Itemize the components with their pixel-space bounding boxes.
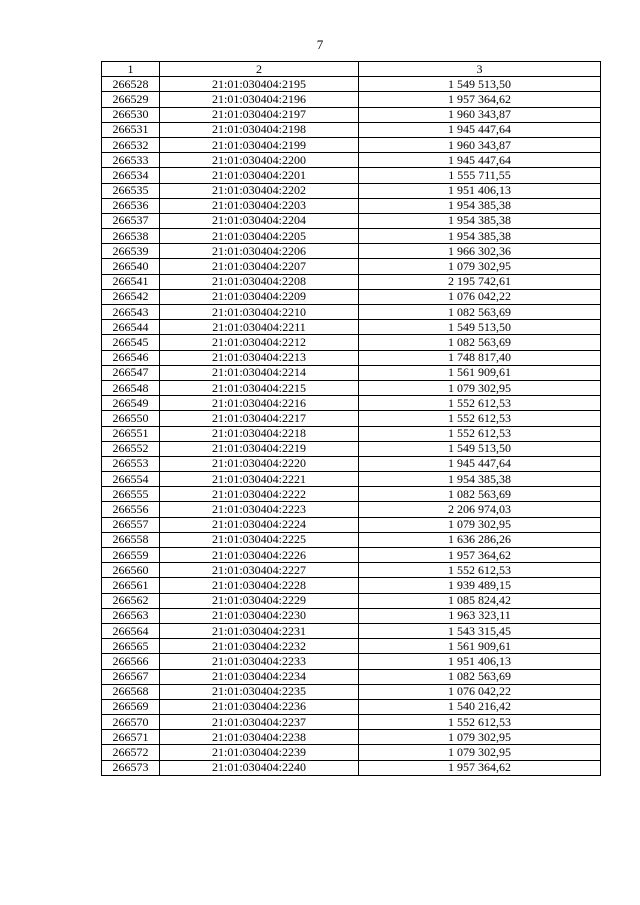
cadastral-number-cell: 21:01:030404:2196 — [160, 92, 359, 107]
table-row — [102, 532, 601, 547]
value-cell: 1 945 447,64 — [359, 153, 601, 168]
row-number-cell: 266573 — [102, 760, 160, 775]
column-header-3: 3 — [359, 62, 601, 77]
value-cell: 1 082 563,69 — [359, 305, 601, 320]
table-row — [102, 411, 601, 426]
table-row — [102, 107, 601, 122]
value-cell: 1 549 513,50 — [359, 441, 601, 456]
table-row — [102, 380, 601, 395]
value-cell: 1 076 042,22 — [359, 684, 601, 699]
row-number-cell: 266564 — [102, 623, 160, 638]
column-header-1: 1 — [102, 62, 160, 77]
cadastral-number-cell: 21:01:030404:2203 — [160, 198, 359, 213]
table-row — [102, 365, 601, 380]
row-number-cell: 266549 — [102, 396, 160, 411]
table-row — [102, 456, 601, 471]
value-cell: 1 549 513,50 — [359, 77, 601, 92]
table-row — [102, 608, 601, 623]
table-row — [102, 244, 601, 259]
table-row — [102, 578, 601, 593]
value-cell: 1 957 364,62 — [359, 760, 601, 775]
row-number-cell: 266531 — [102, 122, 160, 137]
row-number-cell: 266551 — [102, 426, 160, 441]
value-cell: 1 945 447,64 — [359, 122, 601, 137]
table-row — [102, 259, 601, 274]
value-cell: 1 954 385,38 — [359, 198, 601, 213]
cadastral-number-cell: 21:01:030404:2226 — [160, 548, 359, 563]
table-header — [102, 62, 601, 77]
row-number-cell: 266528 — [102, 77, 160, 92]
cadastral-number-cell: 21:01:030404:2198 — [160, 122, 359, 137]
value-cell: 2 206 974,03 — [359, 502, 601, 517]
cadastral-number-cell: 21:01:030404:2239 — [160, 745, 359, 760]
cadastral-number-cell: 21:01:030404:2205 — [160, 229, 359, 244]
cadastral-number-cell: 21:01:030404:2228 — [160, 578, 359, 593]
table-row — [102, 472, 601, 487]
row-number-cell: 266560 — [102, 563, 160, 578]
value-cell: 1 085 824,42 — [359, 593, 601, 608]
row-number-cell: 266552 — [102, 441, 160, 456]
table-row — [102, 77, 601, 92]
cadastral-number-cell: 21:01:030404:2236 — [160, 699, 359, 714]
value-cell: 1 954 385,38 — [359, 472, 601, 487]
cadastral-number-cell: 21:01:030404:2232 — [160, 639, 359, 654]
row-number-cell: 266543 — [102, 305, 160, 320]
row-number-cell: 266571 — [102, 730, 160, 745]
cadastral-number-cell: 21:01:030404:2219 — [160, 441, 359, 456]
cadastral-number-cell: 21:01:030404:2215 — [160, 380, 359, 395]
table-row — [102, 335, 601, 350]
value-cell: 1 963 323,11 — [359, 608, 601, 623]
table-row — [102, 229, 601, 244]
cadastral-number-cell: 21:01:030404:2222 — [160, 487, 359, 502]
table-row — [102, 563, 601, 578]
table-row — [102, 320, 601, 335]
table-row — [102, 684, 601, 699]
row-number-cell: 266563 — [102, 608, 160, 623]
cadastral-number-cell: 21:01:030404:2233 — [160, 654, 359, 669]
cadastral-number-cell: 21:01:030404:2195 — [160, 77, 359, 92]
table-row — [102, 198, 601, 213]
row-number-cell: 266535 — [102, 183, 160, 198]
value-cell: 1 636 286,26 — [359, 532, 601, 547]
row-number-cell: 266561 — [102, 578, 160, 593]
value-cell: 1 552 612,53 — [359, 411, 601, 426]
row-number-cell: 266545 — [102, 335, 160, 350]
table-row — [102, 426, 601, 441]
row-number-cell: 266558 — [102, 532, 160, 547]
row-number-cell: 266550 — [102, 411, 160, 426]
row-number-cell: 266534 — [102, 168, 160, 183]
row-number-cell: 266532 — [102, 137, 160, 152]
table-row — [102, 669, 601, 684]
row-number-cell: 266546 — [102, 350, 160, 365]
value-cell: 1 543 315,45 — [359, 623, 601, 638]
row-number-cell: 266540 — [102, 259, 160, 274]
table-body — [102, 77, 601, 776]
cadastral-number-cell: 21:01:030404:2229 — [160, 593, 359, 608]
row-number-cell: 266539 — [102, 244, 160, 259]
value-cell: 1 951 406,13 — [359, 183, 601, 198]
value-cell: 1 079 302,95 — [359, 380, 601, 395]
cadastral-number-cell: 21:01:030404:2237 — [160, 715, 359, 730]
row-number-cell: 266567 — [102, 669, 160, 684]
table-row — [102, 654, 601, 669]
table-row — [102, 350, 601, 365]
value-cell: 1 076 042,22 — [359, 289, 601, 304]
table-row — [102, 396, 601, 411]
value-cell: 1 552 612,53 — [359, 715, 601, 730]
cadastral-number-cell: 21:01:030404:2230 — [160, 608, 359, 623]
cadastral-number-cell: 21:01:030404:2216 — [160, 396, 359, 411]
cadastral-number-cell: 21:01:030404:2197 — [160, 107, 359, 122]
cadastral-number-cell: 21:01:030404:2201 — [160, 168, 359, 183]
value-cell: 1 960 343,87 — [359, 137, 601, 152]
cadastral-number-cell: 21:01:030404:2202 — [160, 183, 359, 198]
cadastral-number-cell: 21:01:030404:2207 — [160, 259, 359, 274]
cadastral-number-cell: 21:01:030404:2199 — [160, 137, 359, 152]
cadastral-number-cell: 21:01:030404:2213 — [160, 350, 359, 365]
row-number-cell: 266529 — [102, 92, 160, 107]
value-cell: 1 082 563,69 — [359, 335, 601, 350]
value-cell: 1 079 302,95 — [359, 517, 601, 532]
cadastral-number-cell: 21:01:030404:2220 — [160, 456, 359, 471]
cadastral-number-cell: 21:01:030404:2235 — [160, 684, 359, 699]
cadastral-number-cell: 21:01:030404:2221 — [160, 472, 359, 487]
row-number-cell: 266572 — [102, 745, 160, 760]
table-row — [102, 639, 601, 654]
value-cell: 1 561 909,61 — [359, 365, 601, 380]
cadastral-number-cell: 21:01:030404:2224 — [160, 517, 359, 532]
cadastral-number-cell: 21:01:030404:2217 — [160, 411, 359, 426]
table-row — [102, 213, 601, 228]
table-row — [102, 730, 601, 745]
table-row — [102, 305, 601, 320]
cadastral-number-cell: 21:01:030404:2209 — [160, 289, 359, 304]
column-header-2: 2 — [160, 62, 359, 77]
row-number-cell: 266568 — [102, 684, 160, 699]
row-number-cell: 266562 — [102, 593, 160, 608]
cadastral-number-cell: 21:01:030404:2204 — [160, 213, 359, 228]
cadastral-number-cell: 21:01:030404:2214 — [160, 365, 359, 380]
table-row — [102, 517, 601, 532]
value-cell: 1 960 343,87 — [359, 107, 601, 122]
table-row — [102, 502, 601, 517]
table-row — [102, 137, 601, 152]
value-cell: 1 079 302,95 — [359, 730, 601, 745]
table-row — [102, 92, 601, 107]
table-row — [102, 623, 601, 638]
table-row — [102, 593, 601, 608]
cadastral-number-cell: 21:01:030404:2200 — [160, 153, 359, 168]
cadastral-number-cell: 21:01:030404:2231 — [160, 623, 359, 638]
value-cell: 1 561 909,61 — [359, 639, 601, 654]
value-cell: 1 082 563,69 — [359, 487, 601, 502]
row-number-cell: 266547 — [102, 365, 160, 380]
row-number-cell: 266569 — [102, 699, 160, 714]
cadastral-number-cell: 21:01:030404:2240 — [160, 760, 359, 775]
cadastral-number-cell: 21:01:030404:2223 — [160, 502, 359, 517]
row-number-cell: 266536 — [102, 198, 160, 213]
cadastral-number-cell: 21:01:030404:2238 — [160, 730, 359, 745]
value-cell: 1 957 364,62 — [359, 548, 601, 563]
value-cell: 2 195 742,61 — [359, 274, 601, 289]
row-number-cell: 266555 — [102, 487, 160, 502]
row-number-cell: 266553 — [102, 456, 160, 471]
value-cell: 1 552 612,53 — [359, 563, 601, 578]
table-row — [102, 760, 601, 775]
value-cell: 1 957 364,62 — [359, 92, 601, 107]
row-number-cell: 266557 — [102, 517, 160, 532]
row-number-cell: 266533 — [102, 153, 160, 168]
table-row — [102, 153, 601, 168]
cadastral-number-cell: 21:01:030404:2218 — [160, 426, 359, 441]
value-cell: 1 966 302,36 — [359, 244, 601, 259]
table-row — [102, 715, 601, 730]
cadastral-number-cell: 21:01:030404:2208 — [160, 274, 359, 289]
value-cell: 1 082 563,69 — [359, 669, 601, 684]
row-number-cell: 266548 — [102, 380, 160, 395]
value-cell: 1 552 612,53 — [359, 426, 601, 441]
row-number-cell: 266537 — [102, 213, 160, 228]
value-cell: 1 939 489,15 — [359, 578, 601, 593]
cadastral-number-cell: 21:01:030404:2212 — [160, 335, 359, 350]
cadastral-number-cell: 21:01:030404:2227 — [160, 563, 359, 578]
table-row — [102, 745, 601, 760]
table-row — [102, 274, 601, 289]
table-row — [102, 441, 601, 456]
table-row — [102, 487, 601, 502]
value-cell: 1 954 385,38 — [359, 213, 601, 228]
value-cell: 1 540 216,42 — [359, 699, 601, 714]
cadastral-number-cell: 21:01:030404:2211 — [160, 320, 359, 335]
row-number-cell: 266559 — [102, 548, 160, 563]
cadastral-number-cell: 21:01:030404:2206 — [160, 244, 359, 259]
value-cell: 1 079 302,95 — [359, 259, 601, 274]
table-row — [102, 168, 601, 183]
row-number-cell: 266566 — [102, 654, 160, 669]
value-cell: 1 954 385,38 — [359, 229, 601, 244]
value-cell: 1 748 817,40 — [359, 350, 601, 365]
cadastral-number-cell: 21:01:030404:2225 — [160, 532, 359, 547]
table-row — [102, 183, 601, 198]
value-cell: 1 079 302,95 — [359, 745, 601, 760]
data-table — [101, 61, 601, 776]
table-row — [102, 699, 601, 714]
cadastral-number-cell: 21:01:030404:2210 — [160, 305, 359, 320]
row-number-cell: 266544 — [102, 320, 160, 335]
row-number-cell: 266556 — [102, 502, 160, 517]
value-cell: 1 549 513,50 — [359, 320, 601, 335]
row-number-cell: 266530 — [102, 107, 160, 122]
row-number-cell: 266570 — [102, 715, 160, 730]
value-cell: 1 951 406,13 — [359, 654, 601, 669]
row-number-cell: 266565 — [102, 639, 160, 654]
row-number-cell: 266554 — [102, 472, 160, 487]
cadastral-number-cell: 21:01:030404:2234 — [160, 669, 359, 684]
table-header-row — [102, 62, 601, 77]
value-cell: 1 945 447,64 — [359, 456, 601, 471]
value-cell: 1 552 612,53 — [359, 396, 601, 411]
table-row — [102, 289, 601, 304]
table-row — [102, 548, 601, 563]
row-number-cell: 266541 — [102, 274, 160, 289]
row-number-cell: 266542 — [102, 289, 160, 304]
value-cell: 1 555 711,55 — [359, 168, 601, 183]
row-number-cell: 266538 — [102, 229, 160, 244]
table-row — [102, 122, 601, 137]
page-number: 7 — [316, 37, 324, 52]
